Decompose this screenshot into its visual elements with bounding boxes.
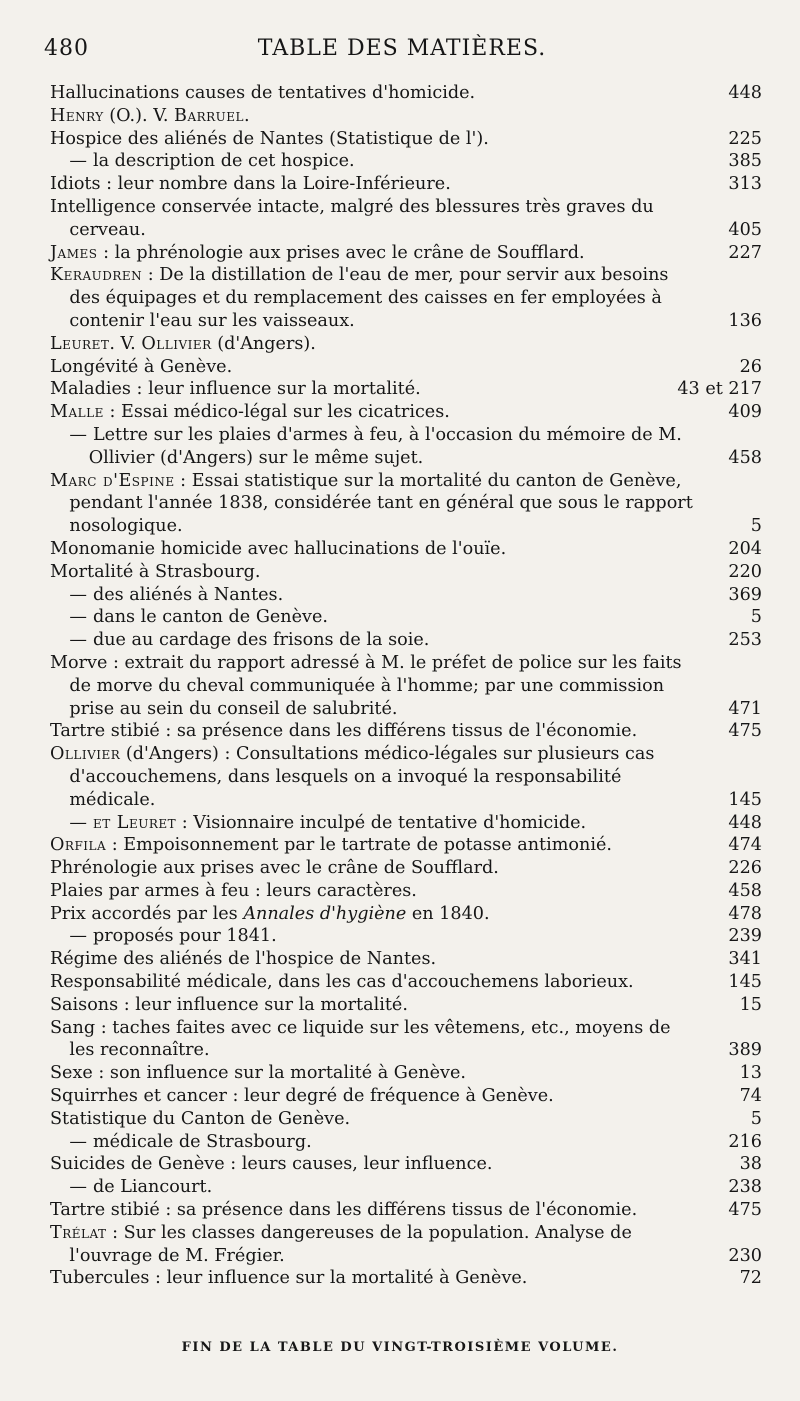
- entry-page-number: 43 et 217: [677, 379, 762, 400]
- entry-page-number: 253: [728, 630, 762, 651]
- index-entry: [50, 1131, 762, 1154]
- entry-page-number: 474: [728, 835, 762, 856]
- entry-text: proposés pour 1841.: [92, 926, 277, 947]
- entry-text: Maladies : leur influence sur la mortalité.: [50, 379, 421, 400]
- index-entry: [50, 1176, 762, 1199]
- entry-page-number: 409: [728, 402, 762, 423]
- entry-page-number: 216: [728, 1131, 762, 1152]
- entry-text: médicale de Strasbourg.: [92, 1131, 312, 1152]
- index-entry: [50, 1222, 762, 1268]
- ditto-dash: —: [69, 1177, 87, 1198]
- entry-page-number: 389: [728, 1040, 762, 1061]
- entry-page-number: 15: [739, 994, 762, 1015]
- entry-text: : la phrénologie aux prises avec le crâne de Soufflard.: [97, 242, 585, 263]
- entry-text: de Liancourt.: [92, 1177, 213, 1198]
- entry-text: Squirrhes et cancer : leur degré de fréquence à Genève.: [50, 1086, 554, 1107]
- entry-page-number: 385: [728, 151, 762, 172]
- index-entry: [50, 743, 762, 811]
- index-entry: [50, 834, 762, 857]
- index-entry: [50, 629, 762, 652]
- entry-text: Saisons : leur influence sur la mortalité.: [50, 994, 408, 1015]
- entry-author: Henry: [50, 105, 104, 126]
- entry-text: des aliénés à Nantes.: [92, 584, 284, 605]
- entry-page-number: 145: [728, 972, 762, 993]
- index-entry: [50, 105, 762, 128]
- entry-text: Lettre sur les plaies d'armes à feu, à l'occasion du mémoire de M. Ollivier (d'Angers) sur le même sujet.: [88, 424, 682, 468]
- index-entries: [50, 82, 762, 1290]
- index-entry: [50, 812, 762, 835]
- entry-page-number: 13: [739, 1063, 762, 1084]
- index-entry: [50, 356, 762, 379]
- entry-text: dans le canton de Genève.: [92, 607, 328, 628]
- entry-page-number: 5: [750, 607, 762, 628]
- index-entry: [50, 1153, 762, 1176]
- entry-author: Barruel.: [174, 105, 251, 126]
- entry-text: Tartre stibié : sa présence dans les différens tissus de l'économie.: [50, 721, 638, 742]
- entry-page-number: 471: [728, 698, 762, 719]
- entry-text: Tartre stibié : sa présence dans les différens tissus de l'économie.: [50, 1200, 638, 1221]
- entry-page-number: 74: [739, 1086, 762, 1107]
- entry-author: et Leuret: [92, 812, 177, 833]
- index-entry: [50, 720, 762, 743]
- index-entry: [50, 903, 762, 926]
- entry-page-number: 227: [728, 242, 762, 263]
- index-entry: [50, 925, 762, 948]
- entry-author: Ollivier: [50, 744, 121, 765]
- entry-text: : Essai médico-légal sur les cicatrices.: [103, 402, 450, 423]
- entry-page-number: 448: [728, 812, 762, 833]
- index-entry: [50, 606, 762, 629]
- entry-page-number: 238: [728, 1177, 762, 1198]
- entry-text: Tubercules : leur influence sur la mortalité à Genève.: [50, 1268, 528, 1289]
- ditto-dash: —: [69, 584, 87, 605]
- entry-author: Marc d'Espine: [50, 470, 175, 491]
- entry-text: Suicides de Genève : leurs causes, leur influence.: [50, 1154, 493, 1175]
- entry-text: : Sur les classes dangereuses de la population. Analyse de l'ouvrage de M. Frégier.: [69, 1222, 632, 1266]
- entry-text: en 1840.: [406, 903, 490, 924]
- entry-text: Idiots : leur nombre dans la Loire-Inférieure.: [50, 174, 451, 195]
- entry-page-number: 405: [728, 219, 762, 240]
- index-entry: [50, 1108, 762, 1131]
- entry-author: Ollivier: [141, 333, 212, 354]
- entry-text: due au cardage des frisons de la soie.: [92, 630, 430, 651]
- entry-page-number: 204: [728, 538, 762, 559]
- entry-text: : Visionnaire inculpé de tentative d'homicide.: [176, 812, 587, 833]
- ditto-dash: —: [69, 812, 87, 833]
- entry-text: : De la distillation de l'eau de mer, pour servir aux besoins des équipages et du remplacement des caisses en fer employées à contenir l'eau sur les vaisseaux.: [69, 265, 669, 331]
- entry-text: Phrénologie aux prises avec le crâne de Soufflard.: [50, 858, 499, 879]
- ditto-dash: —: [69, 1131, 87, 1152]
- ditto-dash: —: [69, 607, 87, 628]
- entry-author: Leuret: [50, 333, 110, 354]
- entry-page-number: 145: [728, 789, 762, 810]
- entry-page-number: 313: [728, 174, 762, 195]
- entry-italic-title: Annales d'hygiène: [243, 903, 407, 924]
- entry-author: Trélat: [50, 1222, 107, 1243]
- entry-text: Sang : taches faites avec ce liquide sur les vêtemens, etc., moyens de les reconnaître.: [50, 1017, 671, 1061]
- entry-text: Statistique du Canton de Genève.: [50, 1108, 351, 1129]
- ditto-dash: —: [69, 926, 87, 947]
- entry-text: : Essai statistique sur la mortalité du canton de Genève, pendant l'année 1838, considérée tant en général que sous le rapport nosologique.: [69, 470, 693, 537]
- index-entry: [50, 470, 762, 538]
- entry-text: Morve : extrait du rapport adressé à M. le préfet de police sur les faits de morve du cheval communiquée à l'homme; par une commission prise au sein du conseil de salubrité.: [50, 652, 682, 719]
- index-entry: [50, 128, 762, 151]
- ditto-dash: —: [69, 151, 87, 172]
- index-entry: [50, 401, 762, 424]
- entry-text: (O.). V.: [103, 105, 175, 126]
- entry-text: Plaies par armes à feu : leurs caractères.: [50, 880, 417, 901]
- running-header: [44, 36, 760, 68]
- index-entry: [50, 948, 762, 971]
- index-entry: [50, 242, 762, 265]
- entry-text: la description de cet hospice.: [92, 151, 355, 172]
- index-entry: [50, 561, 762, 584]
- entry-author: Malle: [50, 402, 104, 423]
- page-title: TABLE DES MATIÈRES.: [257, 36, 547, 61]
- entry-page-number: 26: [739, 356, 762, 377]
- ditto-dash: —: [69, 630, 87, 651]
- index-entry: [50, 173, 762, 196]
- entry-text: . V.: [109, 333, 142, 354]
- entry-page-number: 475: [728, 1200, 762, 1221]
- entry-text: Intelligence conservée intacte, malgré des blessures très graves du cerveau.: [50, 196, 654, 240]
- entry-text: : Empoisonnement par le tartrate de potasse antimonié.: [106, 835, 612, 856]
- ditto-dash: —: [69, 424, 87, 445]
- index-entry: [50, 196, 762, 242]
- entry-page-number: 38: [739, 1154, 762, 1175]
- entry-text: Monomanie homicide avec hallucinations de l'ouïe.: [50, 538, 507, 559]
- index-entry: [50, 1267, 762, 1290]
- entry-author: Orfila: [50, 835, 107, 856]
- entry-text: Mortalité à Strasbourg.: [50, 561, 261, 582]
- index-entry: [50, 333, 762, 356]
- index-entry: [50, 150, 762, 173]
- entry-page-number: 230: [728, 1245, 762, 1266]
- entry-page-number: 220: [728, 561, 762, 582]
- entry-text: Sexe : son influence sur la mortalité à Genève.: [50, 1063, 466, 1084]
- entry-page-number: 475: [728, 721, 762, 742]
- entry-page-number: 478: [728, 903, 762, 924]
- entry-page-number: 5: [750, 516, 762, 537]
- entry-page-number: 458: [728, 447, 762, 468]
- entry-page-number: 226: [728, 858, 762, 879]
- entry-page-number: 369: [728, 584, 762, 605]
- entry-text: Longévité à Genève.: [50, 356, 233, 377]
- end-of-table-note: FIN DE LA TABLE DU VINGT-TROISIÈME VOLUME.: [181, 1340, 619, 1355]
- index-entry: [50, 880, 762, 903]
- index-entry: [50, 584, 762, 607]
- index-entry: [50, 652, 762, 720]
- index-entry: [50, 1062, 762, 1085]
- entry-page-number: 225: [728, 128, 762, 149]
- index-entry: [50, 994, 762, 1017]
- entry-author: Keraudren: [50, 265, 143, 286]
- entry-page-number: 239: [728, 926, 762, 947]
- entry-page-number: 341: [728, 949, 762, 970]
- entry-text: (d'Angers) : Consultations médico-légales sur plusieurs cas d'accouchemens, dans lesquels on a invoqué la responsabilité médicale.: [69, 744, 655, 810]
- entry-text: Responsabilité médicale, dans les cas d'accouchemens laborieux.: [50, 972, 634, 993]
- index-entry: [50, 971, 762, 994]
- index-entry: [50, 1085, 762, 1108]
- entry-text: Hospice des aliénés de Nantes (Statistique de l').: [50, 128, 489, 149]
- entry-text: (d'Angers).: [211, 333, 316, 354]
- entry-page-number: 72: [739, 1268, 762, 1289]
- entry-text: Régime des aliénés de l'hospice de Nantes.: [50, 949, 437, 970]
- index-entry: [50, 538, 762, 561]
- entry-page-number: 458: [728, 880, 762, 901]
- page-number: 480: [44, 36, 89, 61]
- index-entry: [50, 378, 762, 401]
- entry-text: Hallucinations causes de tentatives d'homicide.: [50, 83, 476, 103]
- entry-author: James: [50, 242, 98, 263]
- entry-text: Prix accordés par les: [50, 903, 244, 924]
- index-entry: [50, 424, 762, 470]
- index-entry: [50, 857, 762, 880]
- entry-page-number: 5: [750, 1108, 762, 1129]
- index-entry: [50, 1017, 762, 1063]
- index-entry: [50, 1199, 762, 1222]
- index-entry: [50, 82, 762, 105]
- entry-page-number: 136: [728, 310, 762, 331]
- index-entry: [50, 264, 762, 332]
- entry-page-number: 448: [728, 83, 762, 103]
